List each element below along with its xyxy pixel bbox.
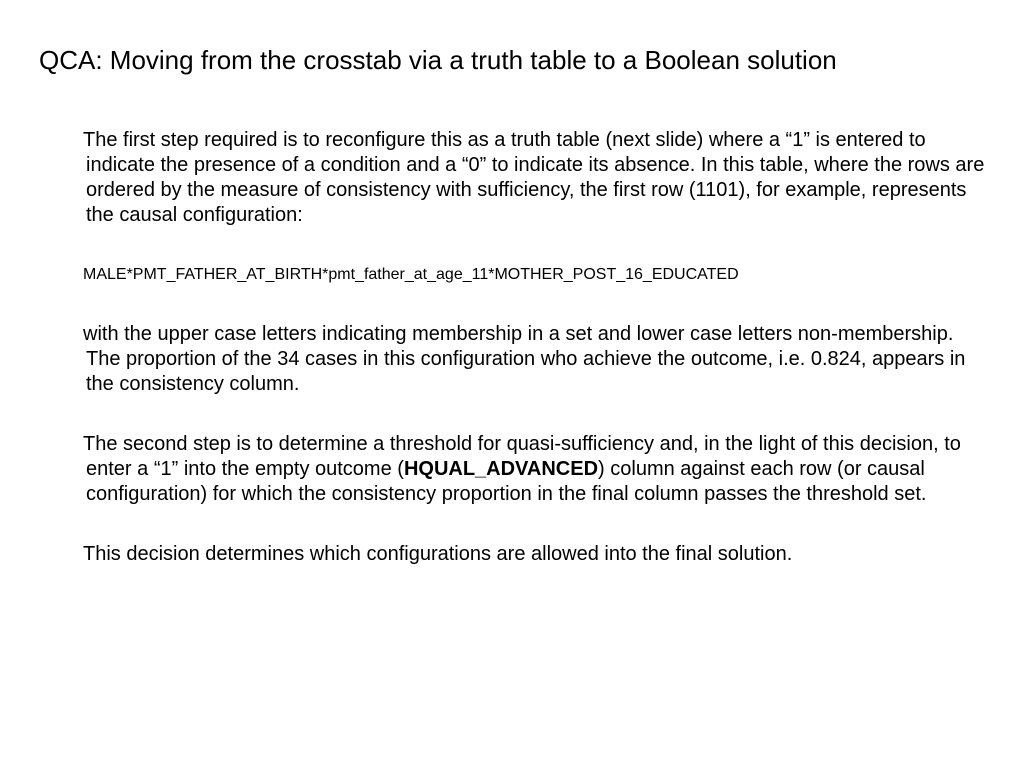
paragraph-second-step-text-after: ) column against each row (or causal configuration) for which the consistency proportion in the final column passes the threshold set.: [86, 458, 927, 505]
paragraph-second-step-text-before: The second step is to determine a threshold for quasi-sufficiency and, in the light of this decision, to enter a “1” into the empty outcome (: [83, 433, 961, 480]
paragraph-second-step: [83, 432, 986, 507]
outcome-variable-name: HQUAL_ADVANCED: [403, 458, 599, 480]
slide-title: QCA: Moving from the crosstab via a truth table to a Boolean solution: [39, 45, 837, 75]
paragraph-first-step: The first step required is to reconfigure this as a truth table (next slide) where a “1” is entered to indicate the presence of a condition and a “0” to indicate its absence. In this table, where the rows are ordered by the measure of consistency with sufficiency, the first row (1101), for example, represents the causal configuration:: [83, 129, 985, 226]
slide-body: [83, 128, 986, 567]
causal-configuration-formula: MALE*PMT_FATHER_AT_BIRTH*pmt_father_at_age_11*MOTHER_POST_16_EDUCATED: [83, 266, 739, 283]
paragraph-membership-explanation: with the upper case letters indicating membership in a set and lower case letters non-membership. The proportion of the 34 cases in this configuration who achieve the outcome, i.e. 0.824, appears in the consistency column.: [83, 323, 966, 395]
paragraph-decision: This decision determines which configurations are allowed into the final solution.: [83, 543, 793, 565]
